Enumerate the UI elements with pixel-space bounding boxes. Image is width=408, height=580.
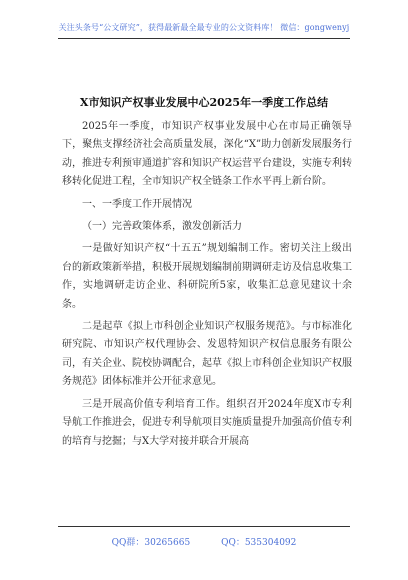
document-body [62,118,352,455]
item-paragraph-1: 一是做好知识产权“十五五”规划编制工作。密切关注上级出台的新政策新举措，积极开展规划编制前期调研走访及信息收集工作，实地调研走访企业、科研院所5家，收集汇总意见建议十余条。 [62,243,352,310]
qq-group-number: QQ群：30265665 [111,538,191,548]
contact-footer [0,535,408,548]
footer-divider [58,526,350,527]
subsection-heading: （一）完善政策体系，激发创新活力 [82,221,242,233]
intro-paragraph: 2025年一季度，市知识产权事业发展中心在市局正确领导下，聚焦支撑经济社会高质量发展，深化“X”助力创新发展服务行动，推进专利预审通道扩容和知识产权运营平台建设，实施专利转移转化促进工程，全市知识产权全链条工作水平再上新台阶。 [62,121,352,188]
item-paragraph-3: 三是开展高价值专利培育工作。组织召开2024年度X市专利导航工作推进会，促进专利导航项目实施质量提升加强高价值专利的培育与挖掘；与X大学对接并联合开展高 [62,398,352,447]
header-divider [58,38,350,39]
qq-number: QQ：535304092 [221,538,297,548]
item-paragraph-2: 二是起草《拟上市科创企业知识产权服务规范》。与市标准化研究院、市知识产权代理协会、发恩特知识产权信息服务有限公司，有关企业、院校协调配合，起草《拟上市科创企业知识产权服务规范》团体标准并公开征求意见。 [62,321,352,388]
section-heading: 一、一季度工作开展情况 [82,198,192,210]
promo-banner: 关注头条号“公文研究”，获得最新最全最专业的公文资料库！ 微信：gongwenyj [58,23,350,32]
document-title: X市知识产权事业发展中心2025年一季度工作总结 [79,96,329,109]
